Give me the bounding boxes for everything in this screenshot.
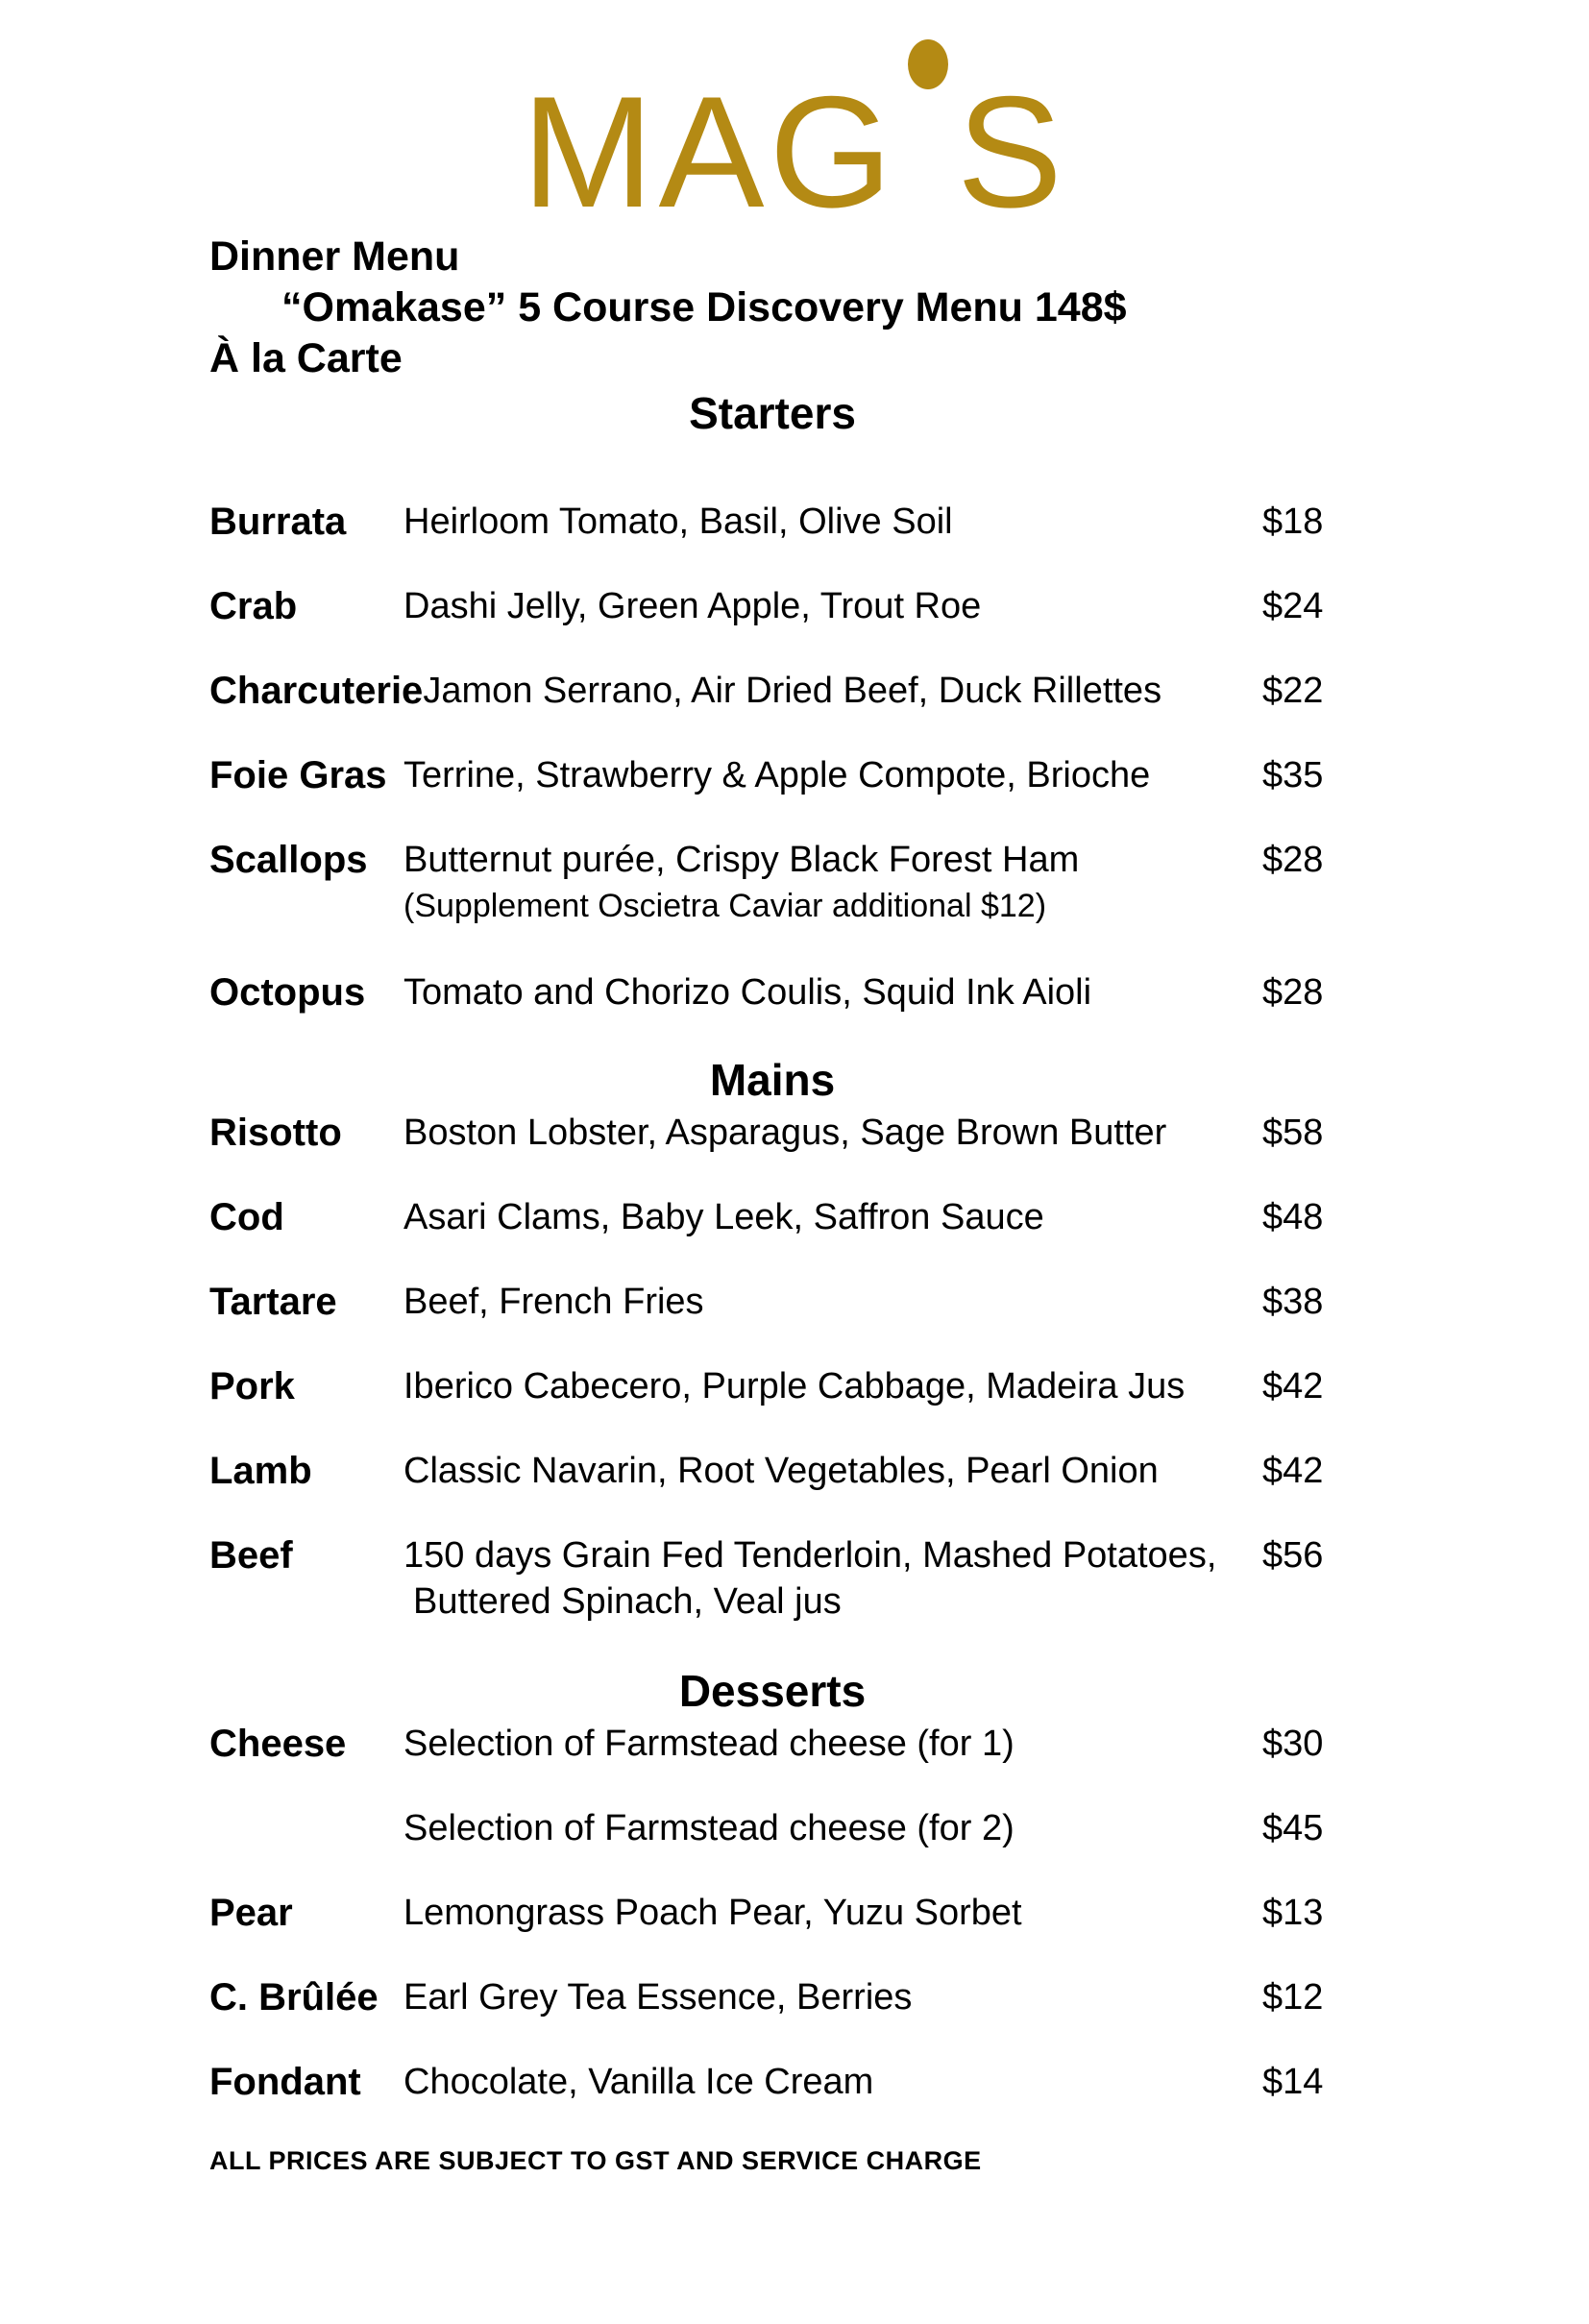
item-description	[403, 838, 1262, 930]
item-description	[403, 2060, 1262, 2104]
item-description-line2: Buttered Spinach, Veal jus	[413, 1580, 842, 1622]
section-title-starters: Starters	[689, 387, 856, 438]
item-name: Crab	[209, 584, 298, 627]
item-description	[403, 1722, 1262, 1766]
item-description-line: Lemongrass Poach Pear, Yuzu Sorbet	[403, 1892, 1022, 1933]
section-title-desserts: Desserts	[678, 1665, 867, 1716]
item-description-line: Chocolate, Vanilla Ice Cream	[403, 2061, 874, 2102]
item-description-line: Butternut purée, Crispy Black Forest Ham	[403, 839, 1080, 880]
item-name: C. Brûlée	[209, 1975, 379, 2018]
item-price: $56	[1262, 1534, 1324, 1576]
menu-title: Dinner Menu	[209, 232, 460, 280]
menu-item-row	[209, 1449, 1335, 1493]
menu-item-row	[209, 1111, 1335, 1155]
section-items-starters	[209, 500, 1335, 1015]
logo-text-s: S	[956, 63, 1067, 240]
item-name: Fondant	[209, 2060, 361, 2103]
footer-note: ALL PRICES ARE SUBJECT TO GST AND SERVICE CHARGE	[209, 2145, 982, 2175]
item-name: Lamb	[209, 1449, 312, 1492]
menu-item-row	[209, 1975, 1335, 2019]
section-items-mains	[209, 1111, 1335, 1626]
item-description	[403, 1364, 1262, 1408]
item-description	[403, 1280, 1262, 1324]
item-description-line: Heirloom Tomato, Basil, Olive Soil	[403, 501, 953, 542]
section-title-mains: Mains	[709, 1054, 836, 1105]
item-description	[403, 1533, 1262, 1626]
item-description	[403, 1975, 1262, 2019]
menu-item-row	[209, 669, 1335, 713]
menu-item-row	[209, 1280, 1335, 1324]
item-description-line: Iberico Cabecero, Purple Cabbage, Madeira Jus	[403, 1365, 1186, 1407]
item-description	[403, 1195, 1262, 1239]
item-description	[403, 753, 1262, 797]
item-price: $38	[1262, 1281, 1324, 1322]
item-price: $58	[1262, 1112, 1324, 1153]
item-price: $42	[1262, 1365, 1324, 1407]
item-price: $30	[1262, 1723, 1324, 1764]
item-description-line: Asari Clams, Baby Leek, Saffron Sauce	[403, 1196, 1044, 1237]
item-description	[403, 970, 1262, 1015]
item-description	[403, 584, 1262, 628]
item-price: $18	[1262, 501, 1324, 542]
item-price: $48	[1262, 1196, 1324, 1237]
menu-item-row	[209, 1533, 1335, 1626]
item-name: Burrata	[209, 500, 347, 543]
item-name: Scallops	[209, 838, 368, 881]
item-name: Pear	[209, 1891, 293, 1934]
item-description-line: 150 days Grain Fed Tenderloin, Mashed Potatoes,	[403, 1534, 1217, 1576]
item-name: Pork	[209, 1364, 295, 1407]
item-description	[403, 500, 1262, 544]
item-name: Charcuterie	[209, 669, 424, 712]
item-name: Tartare	[209, 1280, 337, 1323]
logo-dot-icon	[908, 39, 948, 89]
item-name: Octopus	[209, 970, 366, 1014]
item-description	[403, 1111, 1262, 1155]
item-description	[403, 1449, 1262, 1493]
item-price: $22	[1262, 670, 1324, 711]
menu-item-row	[209, 1722, 1335, 1766]
omakase-line: “Omakase” 5 Course Discovery Menu 148$	[281, 283, 1127, 330]
menu-sections	[209, 388, 1335, 2104]
menu-item-row	[209, 500, 1335, 544]
item-price: $42	[1262, 1450, 1324, 1491]
item-description-line: Boston Lobster, Asparagus, Sage Brown Butter	[403, 1112, 1167, 1153]
item-price: $24	[1262, 585, 1324, 626]
restaurant-logo	[0, 63, 1589, 240]
menu-item-row	[209, 838, 1335, 930]
item-price: $13	[1262, 1892, 1324, 1933]
item-description-line: Earl Grey Tea Essence, Berries	[403, 1976, 913, 2018]
menu-item-row	[209, 1806, 1335, 1850]
item-description	[403, 1806, 1262, 1850]
a-la-carte-line: À la Carte	[209, 334, 403, 381]
item-description-line: Jamon Serrano, Air Dried Beef, Duck Rillettes	[423, 670, 1162, 711]
menu-item-row	[209, 1195, 1335, 1239]
item-description-line: Beef, French Fries	[403, 1281, 704, 1322]
logo-text-mag: MAG	[522, 63, 897, 240]
item-description-line: Selection of Farmstead cheese (for 2)	[403, 1807, 1015, 1848]
menu-item-row	[209, 753, 1335, 797]
item-name: Risotto	[209, 1111, 342, 1154]
item-name: Cheese	[209, 1722, 347, 1765]
item-price: $12	[1262, 1976, 1324, 2018]
item-supplement-note: (Supplement Oscietra Caviar additional $12)	[403, 887, 1047, 924]
item-description-line: Tomato and Chorizo Coulis, Squid Ink Aioli	[403, 971, 1092, 1013]
item-description-line: Selection of Farmstead cheese (for 1)	[403, 1723, 1015, 1764]
item-name: Beef	[209, 1533, 293, 1577]
item-price: $35	[1262, 754, 1324, 795]
item-description	[423, 669, 1262, 713]
item-description-line: Dashi Jelly, Green Apple, Trout Roe	[403, 585, 982, 626]
menu-page	[0, 232, 1589, 2177]
item-price: $45	[1262, 1807, 1324, 1848]
menu-item-row	[209, 1891, 1335, 1935]
menu-item-row	[209, 1364, 1335, 1408]
item-name: Cod	[209, 1195, 284, 1238]
menu-item-row	[209, 970, 1335, 1015]
item-description-line: Terrine, Strawberry & Apple Compote, Brioche	[403, 754, 1151, 795]
item-price: $28	[1262, 971, 1324, 1013]
menu-item-row	[209, 2060, 1335, 2104]
item-name: Foie Gras	[209, 753, 387, 796]
item-price: $14	[1262, 2061, 1324, 2102]
section-items-desserts	[209, 1722, 1335, 2104]
menu-item-row	[209, 584, 1335, 628]
item-description	[403, 1891, 1262, 1935]
item-price: $28	[1262, 839, 1324, 880]
menu-header	[209, 232, 1335, 384]
item-description-line: Classic Navarin, Root Vegetables, Pearl Onion	[403, 1450, 1159, 1491]
